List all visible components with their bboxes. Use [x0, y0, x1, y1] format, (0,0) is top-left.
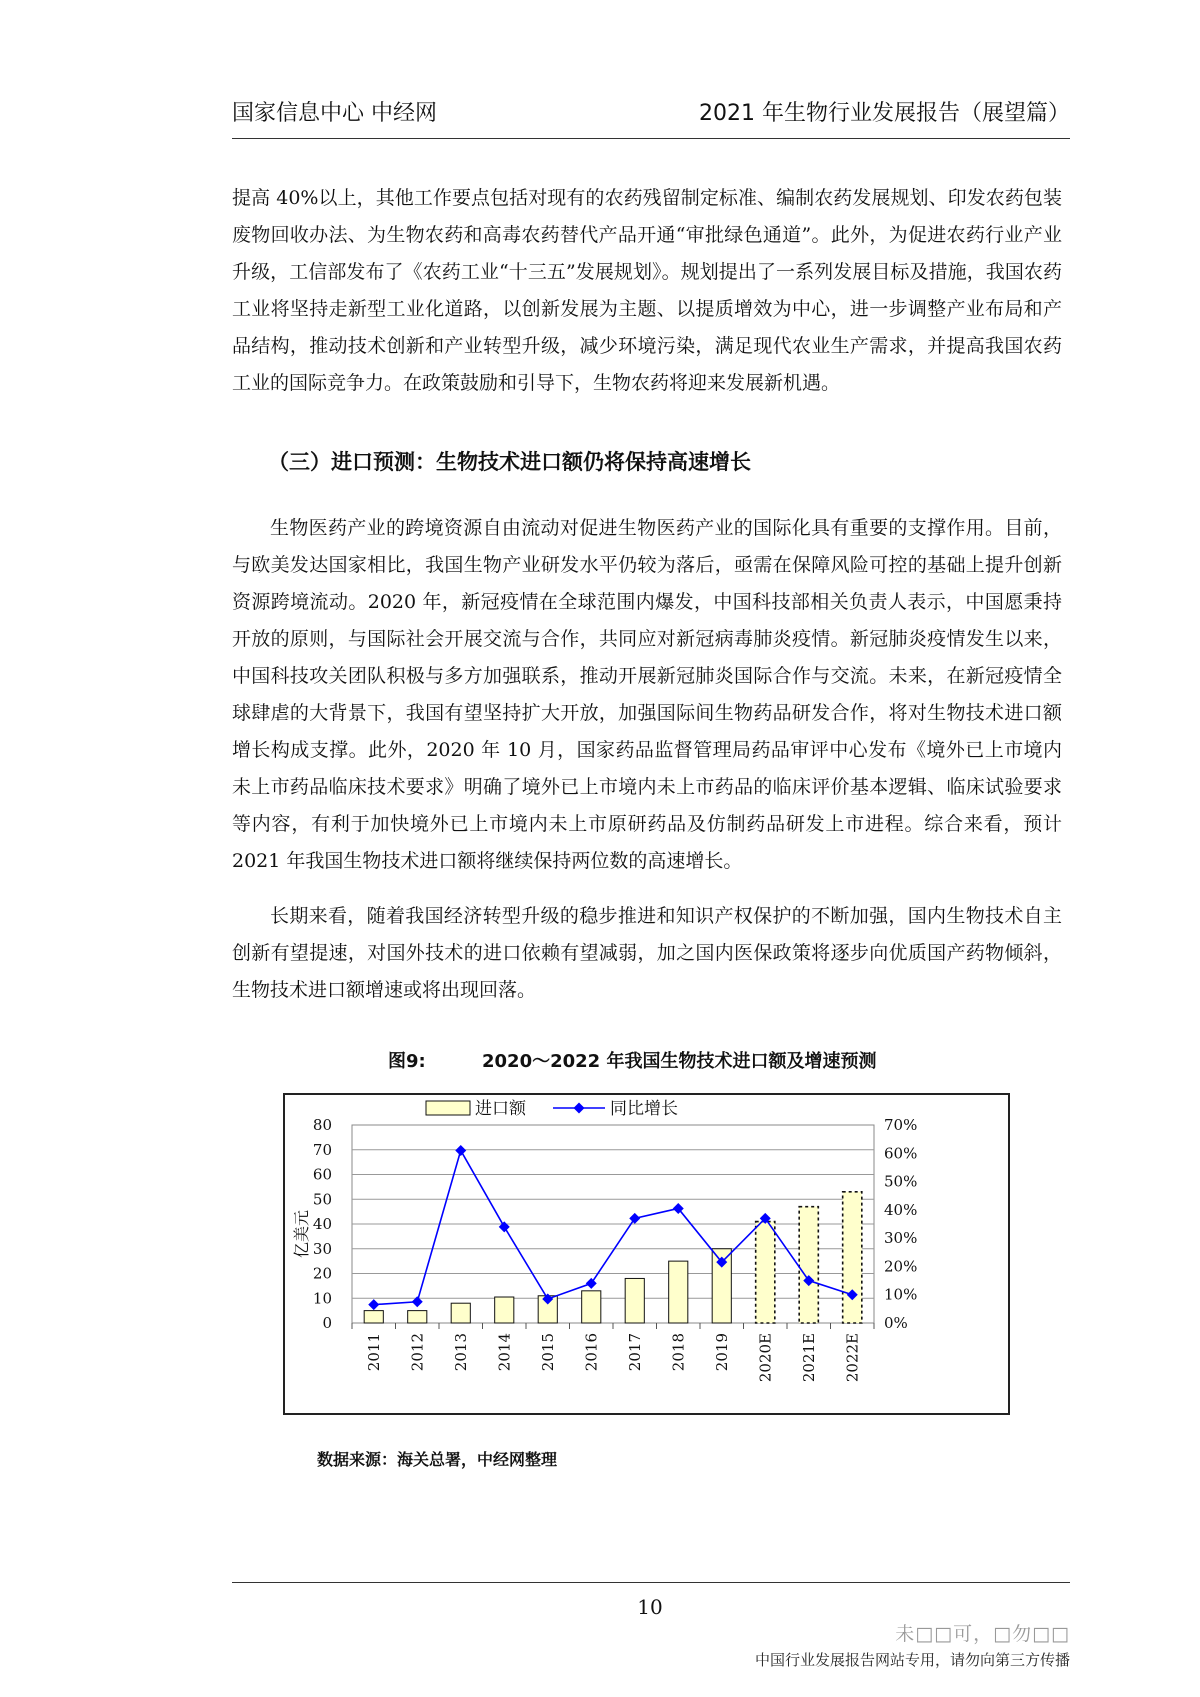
x-tick-label: 2020E [756, 1333, 775, 1383]
x-tick-label: 2016 [582, 1333, 601, 1372]
bar-2018 [669, 1261, 688, 1323]
copyright-notice: 中国行业发展报告网站专用，请勿向第三方传播 [754, 1651, 1070, 1669]
x-tick-label: 2022E [843, 1333, 862, 1383]
x-tick-label: 2015 [538, 1333, 557, 1372]
y-tick-label: 20 [312, 1264, 332, 1283]
y-tick-label: 60 [312, 1165, 332, 1184]
paragraph-text: 提高 40%以上，其他工作要点包括对现有的农药残留制定标准、编制农药发展规划、印发农药包装废物回收办法、为生物农药和高毒农药替代产品开通“审批绿色通道”。此外，为促进农药行业产业升级，工信部发布了《农药工业“十三五”发展规划》。规划提出了一系列发展目标及措施，我国农药工业将坚持走新型工业化道路，以创新发展为主题、以提质增效为中心，进一步调整产业布局和产品结构，推动技术创新和产业转型升级，减少环境污染，满足现代农业生产需求，并提高我国农药工业的国际竞争力。在政策鼓励和引导下，生物农药将迎来发展新机遇。 [232, 187, 1062, 394]
y-tick-label: 40 [312, 1215, 332, 1233]
x-tick-label: 2017 [625, 1333, 644, 1372]
y2-tick-label: 20% [884, 1257, 918, 1276]
x-tick-label: 2011 [364, 1333, 383, 1372]
bar-2017 [625, 1278, 644, 1323]
legend-bar-label: 进口额 [475, 1099, 526, 1119]
x-tick-label: 2012 [408, 1333, 427, 1372]
paragraph-import-forecast [232, 510, 1062, 880]
paragraph-text: 生物医药产业的跨境资源自由流动对促进生物医药产业的国际化具有重要的支撑作用。目前，与欧美发达国家相比，我国生物产业研发水平仍较为落后，亟需在保障风险可控的基础上提升创新资源跨境流动。2020 年，新冠疫情在全球范围内爆发，中国科技部相关负责人表示，中国愿秉持开放的原则，与国际社会开展交流与合作，共同应对新冠病毒肺炎疫情。新冠肺炎疫情发生以来，中国科技攻关团队积极与多方加强联系，推动开展新冠肺炎国际合作与交流。未来，在新冠疫情全球肆虐的大背景下，我国有望坚持扩大开放，加强国际间生物药品研发合作，将对生物技术进口额增长构成支撑。此外，2020 年 10 月，国家药品监督管理局药品审评中心发布《境外已上市境内未上市药品临床技术要求》明确了境外已上市境内未上市药品的临床评价基本逻辑、临床试验要求等内容，有利于加快境外已上市境内未上市原研药品及仿制药品研发上市进程。综合来看，预计 2021 年我国生物技术进口额将继续保持两位数的高速增长。 [232, 517, 1062, 872]
page-number: 10 [637, 1595, 663, 1619]
header-publisher: 国家信息中心 中经网 [232, 101, 437, 126]
y2-tick-label: 0% [884, 1314, 908, 1332]
y-tick-label: 70 [312, 1140, 332, 1159]
x-tick-label: 2013 [451, 1333, 470, 1372]
legend-bar-swatch [426, 1101, 470, 1115]
section-heading: （三）进口预测：生物技术进口额仍将保持高速增长 [268, 450, 751, 474]
y-tick-label: 50 [312, 1190, 332, 1209]
y-axis-label: 亿美元 [292, 1209, 311, 1259]
bar-2014 [495, 1297, 514, 1323]
paragraph-long-term [232, 898, 1062, 1009]
y-tick-label: 30 [312, 1239, 332, 1258]
y2-tick-label: 40% [884, 1200, 918, 1219]
legend-line-marker [574, 1103, 585, 1114]
x-tick-label: 2018 [669, 1333, 688, 1372]
y-tick-label: 80 [312, 1116, 332, 1134]
bar-2020E [756, 1222, 775, 1323]
page-header [232, 96, 1070, 139]
import-chart [283, 1093, 1010, 1415]
y2-tick-label: 70% [884, 1116, 918, 1134]
paragraph-pesticide [232, 180, 1062, 402]
bar-2013 [451, 1303, 470, 1323]
y-tick-label: 10 [312, 1289, 332, 1308]
paragraph-text: 长期来看，随着我国经济转型升级的稳步推进和知识产权保护的不断加强，国内生物技术自主创新有望提速，对国外技术的进口依赖有望减弱，加之国内医保政策将逐步向优质国产药物倾斜，生物技术进口额增速或将出现回落。 [232, 905, 1062, 1001]
header-report-title: 2021 年生物行业发展报告（展望篇） [699, 101, 1070, 126]
x-tick-label: 2019 [712, 1333, 731, 1372]
y2-tick-label: 50% [884, 1172, 918, 1191]
y2-tick-label: 60% [884, 1144, 918, 1163]
figure-source: 数据来源：海关总署，中经网整理 [317, 1450, 558, 1469]
watermark-text: 未□□可，□勿□□ [895, 1623, 1070, 1645]
legend-line-label: 同比增长 [610, 1099, 678, 1119]
x-tick-label: 2014 [495, 1333, 514, 1372]
figure-caption: 2020～2022 年我国生物技术进口额及增速预测 [482, 1051, 877, 1072]
bar-2021E [799, 1207, 818, 1323]
y-tick-label: 0 [322, 1314, 332, 1332]
y2-tick-label: 10% [884, 1285, 918, 1304]
footer-divider [232, 1582, 1070, 1583]
figure-title [388, 1047, 876, 1073]
x-tick-label: 2021E [799, 1333, 818, 1383]
figure-number: 图9: [388, 1051, 426, 1072]
bar-2022E [843, 1192, 862, 1323]
y2-tick-label: 30% [884, 1229, 918, 1248]
bar-2016 [582, 1291, 601, 1323]
bar-2012 [408, 1311, 427, 1323]
bar-2011 [364, 1311, 383, 1323]
